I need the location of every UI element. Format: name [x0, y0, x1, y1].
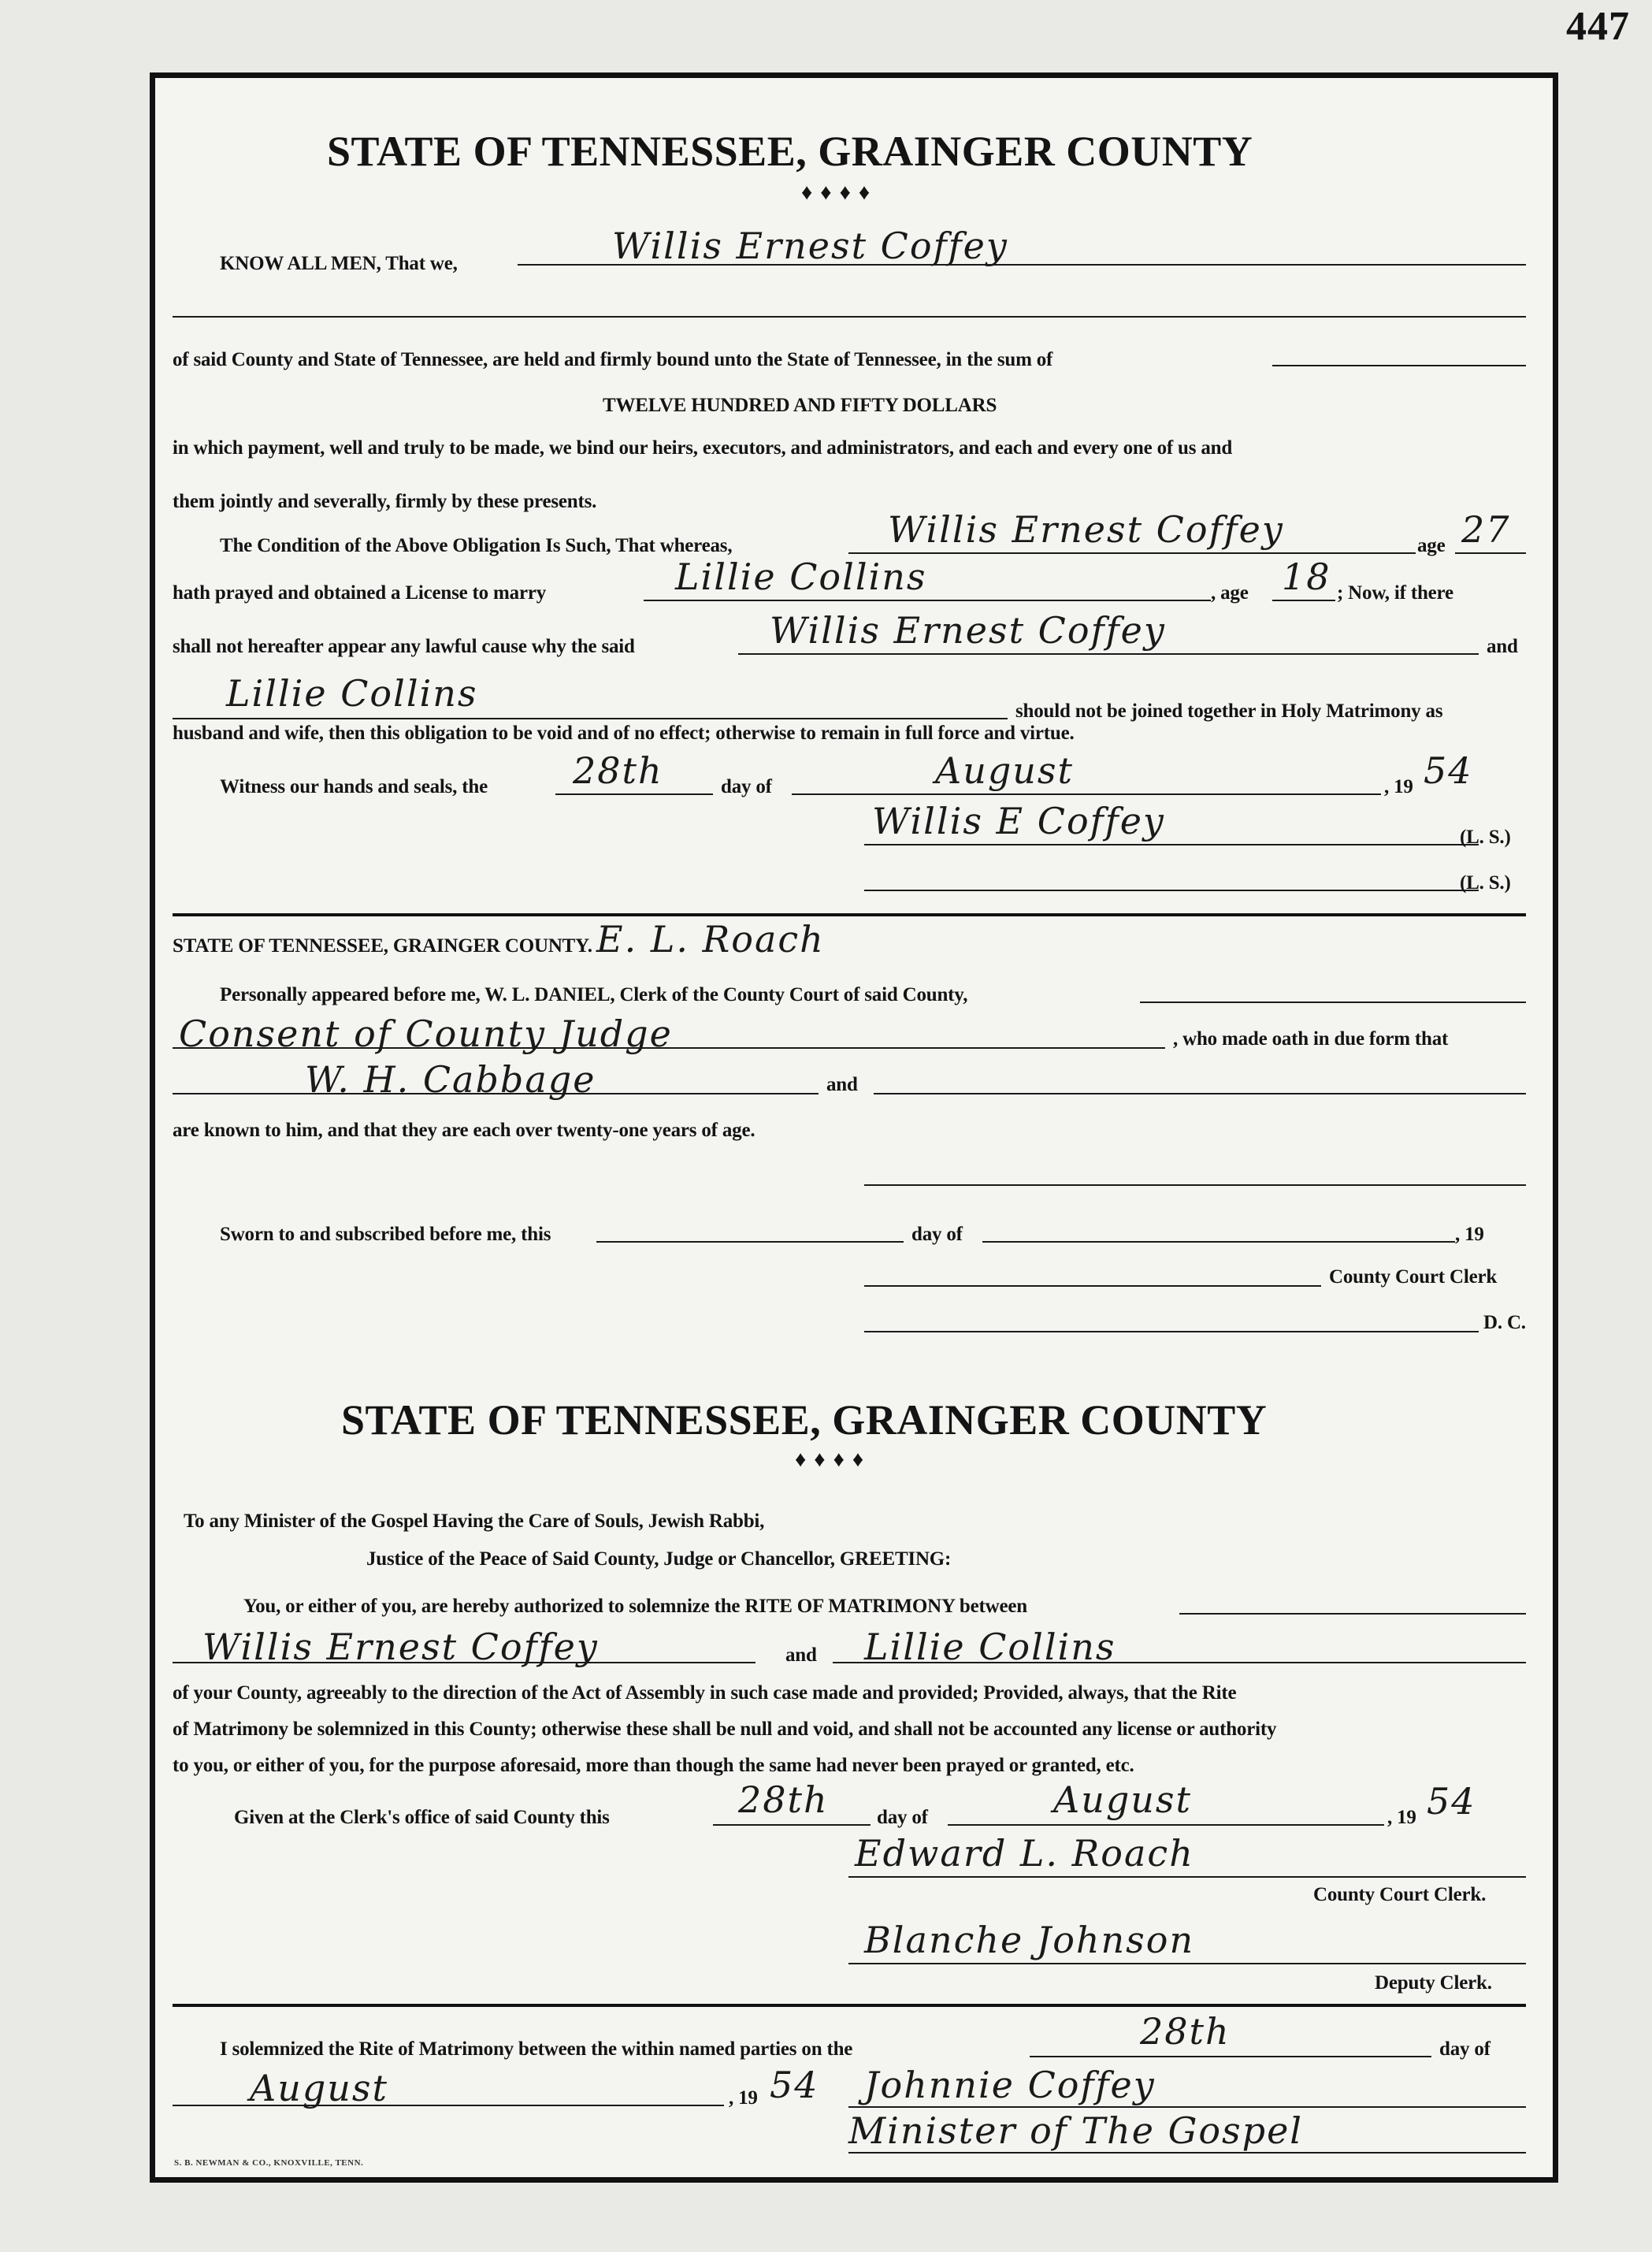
groom-age: 27	[1461, 508, 1511, 551]
ls-1: (L. S.)	[1460, 827, 1511, 848]
sum-text: TWELVE HUNDRED AND FIFTY DOLLARS	[603, 395, 997, 416]
known-to-him-text: are known to him, and that they are each over twenty-one years of age.	[173, 1120, 755, 1141]
given-year: 54	[1427, 1780, 1476, 1823]
sworn-day-line	[596, 1241, 904, 1243]
know-all-men-text: KNOW ALL MEN, That we,	[220, 253, 458, 274]
minister-name: Johnnie Coffey	[864, 2064, 1156, 2106]
witness-day-of: day of	[721, 776, 772, 797]
return-month-line	[173, 2105, 724, 2106]
minister-title-line	[848, 2152, 1526, 2154]
return-day-line	[1030, 2056, 1431, 2057]
shall-not-text: shall not hereafter appear any lawful cause why the said	[173, 636, 635, 657]
made-oath-text: , who made oath in due form that	[1173, 1028, 1449, 1050]
husband-wife-text: husband and wife, then this obligation to be void and of no effect; otherwise to remain in full force and virtue.	[173, 723, 1075, 744]
obligor-name: Willis Ernest Coffey	[612, 225, 1008, 267]
personally-appeared-text: Personally appeared before me, W. L. DANIEL, Clerk of the County Court of said County,	[220, 984, 968, 1005]
witness-day: 28th	[573, 749, 663, 792]
groom-name-2: Willis Ernest Coffey	[770, 609, 1166, 652]
county-court-clerk-label-2: County Court Clerk.	[1313, 1884, 1487, 1905]
witness-month-line	[792, 793, 1381, 795]
license-diamonds: ♦♦♦♦	[795, 1447, 872, 1472]
deputy-signature-line	[848, 1963, 1526, 1964]
return-year: 54	[770, 2064, 819, 2106]
should-not-text: should not be joined together in Holy Matrimony as	[1015, 700, 1443, 722]
bond-divider	[173, 913, 1526, 916]
payment-line-1: in which payment, well and truly to be made, we bind our heirs, executors, and administrators, and each and every one of us and	[173, 437, 1233, 459]
bride-name-2: Lillie Collins	[226, 672, 478, 715]
license-title: STATE OF TENNESSEE, GRAINGER COUNTY	[341, 1396, 1268, 1444]
license-line-3: to you, or either of you, for the purpose aforesaid, more than though the same had never been prayed or granted, etc.	[173, 1755, 1134, 1776]
deputy-signature: Blanche Johnson	[864, 1919, 1195, 1961]
county-court-clerk-label: County Court Clerk	[1329, 1266, 1498, 1288]
authorized-line	[1179, 1613, 1526, 1615]
groom-line-2	[738, 653, 1479, 655]
groom-name: Willis Ernest Coffey	[888, 508, 1284, 551]
license-and: and	[785, 1644, 817, 1666]
page-number: 447	[1566, 4, 1630, 49]
ls-2: (L. S.)	[1460, 872, 1511, 894]
given-day: 28th	[738, 1778, 829, 1821]
bride-line-2	[173, 718, 1008, 719]
held-bound-text: of said County and State of Tennessee, are held and firmly bound unto the State of Tennessee, in the sum of	[173, 349, 1053, 370]
return-month: August	[250, 2067, 389, 2109]
bride-name: Lillie Collins	[675, 556, 927, 598]
personally-line	[1140, 1002, 1526, 1003]
given-at-text: Given at the Clerk's office of said County this	[234, 1807, 610, 1828]
obligor-line	[518, 264, 1526, 266]
to-any-minister-text: To any Minister of the Gospel Having the Care of Souls, Jewish Rabbi,	[184, 1511, 765, 1532]
judge-line-1	[173, 1093, 819, 1094]
sworn-text: Sworn to and subscribed before me, this	[220, 1224, 551, 1245]
sworn-month-line	[982, 1241, 1455, 1243]
dc-label: D. C.	[1483, 1312, 1526, 1333]
given-month: August	[1053, 1778, 1193, 1821]
license-line-2: of Matrimony be solemnized in this County; otherwise these shall be null and void, and shall not be accounted any license or authority	[173, 1719, 1277, 1740]
minister-name-line	[848, 2106, 1526, 2108]
dc-line	[864, 1331, 1479, 1332]
signature-1-line	[864, 844, 1479, 845]
witness-text: Witness our hands and seals, the	[220, 776, 488, 797]
license-bride-line	[833, 1662, 1526, 1663]
and-text: and	[1487, 636, 1518, 657]
marriage-record-form	[150, 72, 1558, 2183]
given-day-line	[713, 1824, 871, 1826]
judge-name: W. H. Cabbage	[305, 1058, 596, 1101]
witness-month: August	[935, 749, 1075, 792]
bride-age-label: , age	[1211, 582, 1249, 604]
license-groom-name: Willis Ernest Coffey	[202, 1626, 599, 1668]
justice-text: Justice of the Peace of Said County, Judge or Chancellor, GREETING:	[366, 1548, 952, 1570]
deputy-clerk-label: Deputy Clerk.	[1375, 1972, 1492, 1994]
sworn-year-prefix: , 19	[1455, 1224, 1484, 1245]
solemnized-text: I solemnized the Rite of Matrimony between the within named parties on the	[220, 2038, 853, 2060]
groom-line	[848, 552, 1416, 554]
license-line-1: of your County, agreeably to the direction of the Act of Assembly in such case made and provided; Provided, always, that the Rite	[173, 1682, 1237, 1704]
clerk-signature: Edward L. Roach	[855, 1832, 1194, 1875]
license-groom-line	[173, 1662, 755, 1663]
age-label: age	[1417, 535, 1446, 556]
consent-line	[173, 1047, 1165, 1049]
now-if-there-text: ; Now, if there	[1337, 582, 1453, 604]
given-year-prefix: , 19	[1387, 1807, 1416, 1828]
county-clerk-line	[864, 1285, 1321, 1287]
groom-age-line	[1455, 552, 1526, 554]
hath-prayed-text: hath prayed and obtained a License to marry	[173, 582, 547, 604]
signature-1: Willis E Coffey	[872, 800, 1165, 842]
authorized-text: You, or either of you, are hereby authorized to solemnize the RITE OF MATRIMONY between	[243, 1596, 1027, 1617]
judge-line-2	[874, 1093, 1526, 1094]
witness-year-prefix: , 19	[1384, 776, 1413, 797]
sworn-day-of: day of	[911, 1224, 963, 1245]
witness-day-line	[555, 793, 713, 795]
given-day-of: day of	[877, 1807, 928, 1828]
return-day-of: day of	[1439, 2038, 1491, 2060]
witness-year: 54	[1424, 749, 1473, 792]
bond-title: STATE OF TENNESSEE, GRAINGER COUNTY	[327, 128, 1253, 175]
bride-line	[644, 600, 1211, 601]
affidavit-and: and	[826, 1074, 858, 1095]
minister-title: Minister of The Gospel	[848, 2109, 1303, 2152]
return-day: 28th	[1140, 2010, 1231, 2053]
condition-text: The Condition of the Above Obligation Is Such, That whereas,	[220, 535, 733, 556]
license-bride-name: Lillie Collins	[864, 1626, 1116, 1668]
given-month-line	[948, 1824, 1384, 1826]
printer-mark: S. B. NEWMAN & CO., KNOXVILLE, TENN.	[174, 2158, 364, 2168]
clerk-note: E. L. Roach	[596, 918, 825, 961]
payment-line-2: them jointly and severally, firmly by these presents.	[173, 491, 597, 512]
signature-2-line	[864, 890, 1479, 891]
bond-diamonds: ♦♦♦♦	[801, 180, 878, 205]
bride-age: 18	[1282, 556, 1331, 598]
sum-line	[1272, 365, 1526, 366]
return-year-prefix: , 19	[729, 2087, 758, 2109]
bride-age-line	[1272, 600, 1335, 601]
obligor-line-2	[173, 316, 1526, 318]
clerk-signature-line	[848, 1876, 1526, 1878]
consent-text: Consent of County Judge	[179, 1013, 673, 1055]
affidavit-line	[864, 1184, 1526, 1186]
license-divider	[173, 2004, 1526, 2007]
affidavit-state-line: STATE OF TENNESSEE, GRAINGER COUNTY.	[173, 935, 592, 957]
